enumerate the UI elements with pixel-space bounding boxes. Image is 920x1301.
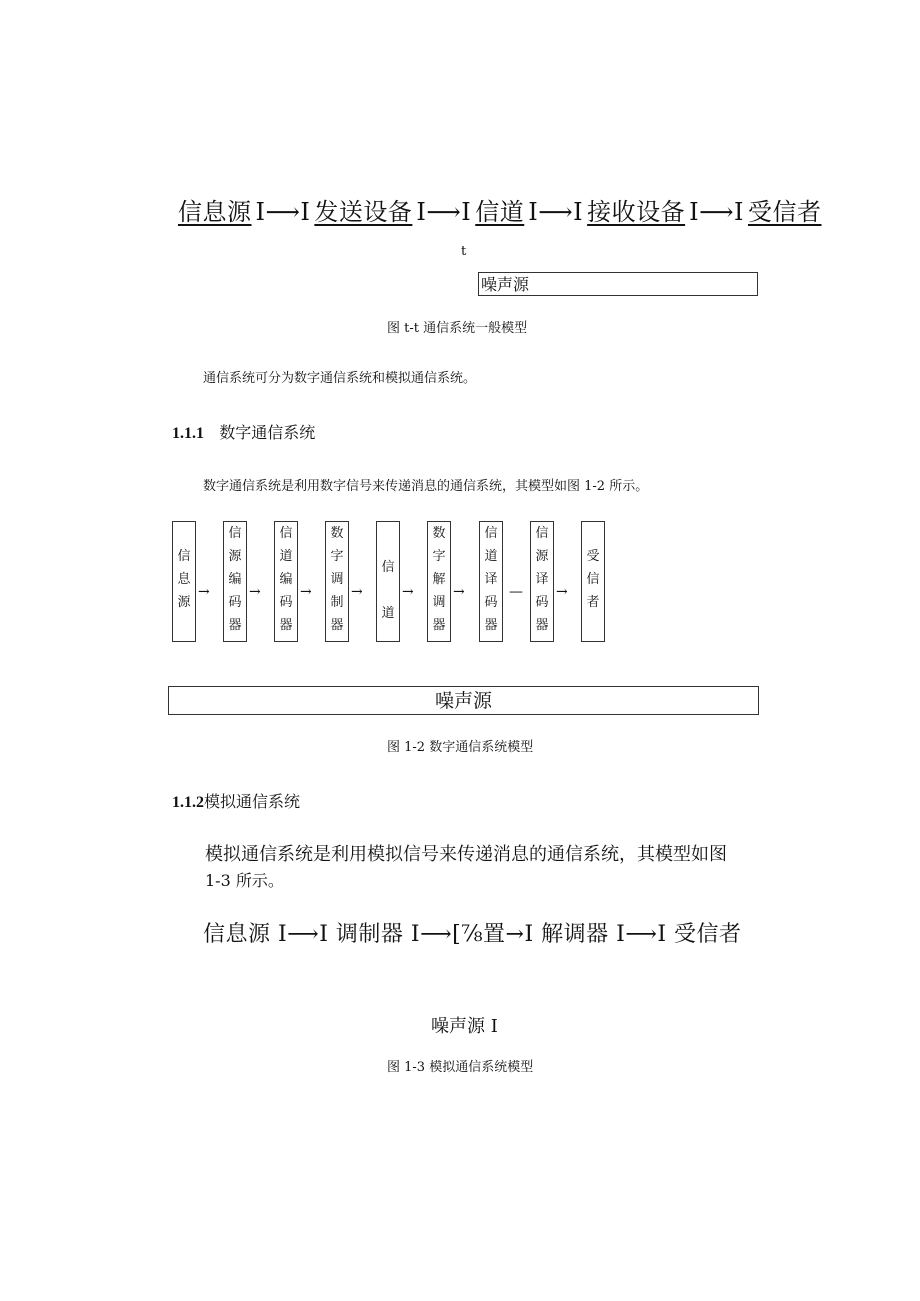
fig1-source: 信息源 xyxy=(178,198,252,226)
fig1-t-mark: t xyxy=(461,244,467,259)
fig2-block-channel-decoder: 信 道 译 码 器 xyxy=(479,521,503,642)
section-number: 1.1.1 xyxy=(172,425,204,442)
fig1-arrow-2: I⟶I xyxy=(416,198,472,226)
fig3-noise-label: 噪声源 I xyxy=(431,1016,498,1037)
intro-paragraph: 通信系统可分为数字通信系统和模拟通信系统。 xyxy=(203,371,477,386)
fig1-receiver: 接收设备 xyxy=(587,198,686,226)
section-title: 模拟通信系统 xyxy=(204,792,301,811)
fig2-arrow-7: — xyxy=(509,584,523,600)
fig2-block-channel-encoder: 信 道 编 码 器 xyxy=(274,521,298,642)
fig1-caption: 图 t-t 通信系统一般模型 xyxy=(387,321,528,336)
fig2-block-channel: 信 道 xyxy=(376,521,400,642)
fig2-arrow-3: → xyxy=(300,584,312,600)
fig3-caption: 图 1-3 模拟通信系统模型 xyxy=(387,1060,534,1075)
fig2-arrow-2: → xyxy=(249,584,261,600)
fig3-chain: 信息源 I⟶I 调制器 I⟶[⅞置→I 解调器 I⟶I 受信者 xyxy=(203,922,742,947)
fig1-arrow-1: I⟶I xyxy=(255,198,311,226)
fig2-block-source: 信 息 源 xyxy=(172,521,196,642)
fig1-chain xyxy=(178,192,822,227)
fig2-caption: 图 1-2 数字通信系统模型 xyxy=(387,740,534,755)
fig2-block-sink: 受 信 者 xyxy=(581,521,605,642)
fig1-arrow-3: I⟶I xyxy=(528,198,584,226)
section-heading-112 xyxy=(172,789,300,812)
fig2-block-source-decoder: 信 源 译 码 器 xyxy=(530,521,554,642)
fig2-block-modulator: 数 字 调 制 器 xyxy=(325,521,349,642)
section-title: 数字通信系统 xyxy=(219,423,316,442)
analog-paragraph-line1: 模拟通信系统是利用模拟信号来传递消息的通信系统，其模型如图 xyxy=(205,844,727,865)
fig2-arrow-4: → xyxy=(351,584,363,600)
section-number: 1.1.2 xyxy=(172,794,204,811)
analog-paragraph-line2: 1-3 所示。 xyxy=(205,871,284,890)
fig1-channel: 信道 xyxy=(475,198,525,226)
digital-paragraph: 数字通信系统是利用数字信号来传递消息的通信系统，其模型如图 1-2 所示。 xyxy=(203,479,649,494)
fig2-block-demodulator: 数 字 解 调 器 xyxy=(427,521,451,642)
fig2-noise-box: 噪声源 xyxy=(168,686,759,715)
fig1-noise-box: 噪声源 xyxy=(478,272,758,296)
fig1-arrow-4: I⟶I xyxy=(689,198,744,226)
fig2-arrow-5: → xyxy=(402,584,414,600)
fig1-sink: 受信者 xyxy=(748,198,822,226)
fig1-sender: 发送设备 xyxy=(314,198,413,226)
fig2-arrow-6: → xyxy=(453,584,465,600)
fig2-block-source-encoder: 信 源 编 码 器 xyxy=(223,521,247,642)
fig2-arrow-1: → xyxy=(198,584,210,600)
section-heading-111 xyxy=(172,420,315,443)
fig2-arrow-8: → xyxy=(556,584,568,600)
